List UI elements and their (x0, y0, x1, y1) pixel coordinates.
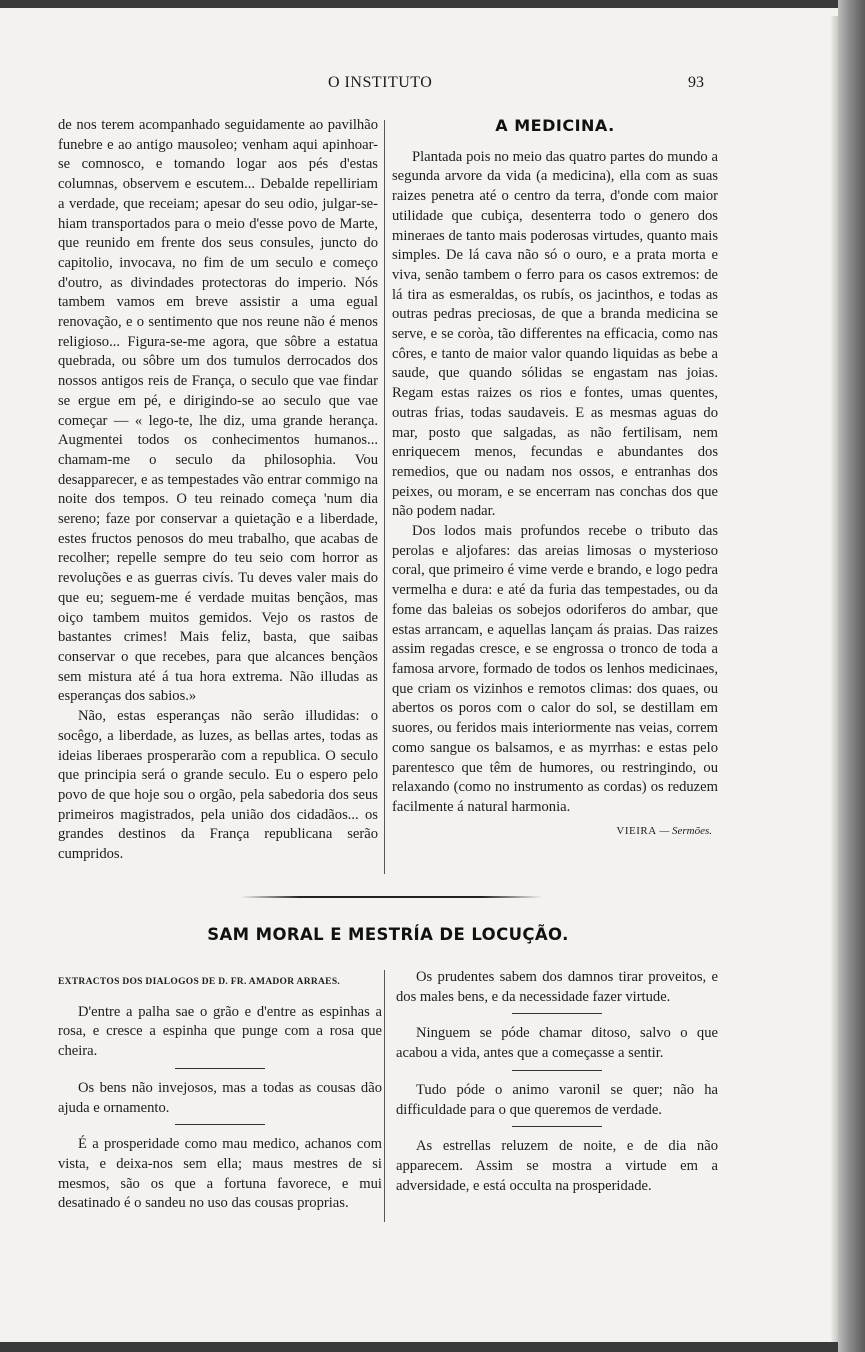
left-paragraph-1: de nos terem acompanhado seguidamente ao pavilhão funebre e ao antigo mausoleo; venham aqui apinhoar-se comnosco, e tomando logar aos pés d'estas columnas, observem e escutem... Debalde repelliriam a verdade, que receiam; apesar do seu odio, julgar-se-hiam transportados para o meio d'esse povo de Marte, que reunido em frente dos seus consules, juncto do capitolio, invocava, no fim de um seculo e começo d'outro, as divindades protectoras do imperio. Nós tambem vamos em breve assistir a uma egual renovação, e o sentimento que nos reune não é menos religioso... Figura-se-me agora, que sôbre a estatua quebrada, ou sôbre um dos tumulos derrocados dos nossos antigos reis de França, o seculo que vae findar se ergue em pé, e dirigindo-se ao seculo que vae começar — « lego-te, lhe diz, uma grande herança. Augmentei todos os conhecimentos humanos... chamam-me o seculo da philosophia. Vou desapparecer, e as tempestades vão entrar commigo na noite dos tempos. O teu reinado começa 'num dia sereno; faze por conservar a quietação e a liberdade, estes fructos penosos do meu trabalho, que acabas de recolher; repelle sempre do teu seio com horror as revoluções e as guerras civís. Tu deves valer mais do que eu; seguem-me é verdade muitas bençãos, mas oiço tambem muitos gemidos. Vejo os rastos de bastantes crimes! Mais feliz, basta, que saibas conservar o que recebes, para que alcances bençãos sem mistura até á tua hora extrema. Não illudas as esperanças dos sabios.» (58, 117, 378, 705)
maxim: Os prudentes sabem dos damnos tirar proveitos, e dos males bens, e da necessidade fazer virtude. (396, 969, 718, 1005)
page-gutter-shadow (830, 16, 838, 1342)
column-divider-top (384, 120, 385, 874)
book-edge (838, 0, 865, 1352)
book-page (0, 8, 838, 1342)
page-number: 93 (688, 74, 704, 91)
maxim-separator (512, 1126, 602, 1127)
column-divider-bottom (384, 970, 385, 1222)
attribution-author: VIEIRA (616, 824, 657, 837)
maxim: Ninguem se póde chamar ditoso, salvo o que acabou a vida, antes que a começasse a sentir. (396, 1025, 718, 1062)
maxim: As estrellas reluzem de noite, e de dia não apparecem. Assim se mostra a virtude em a adversidade, e está occulta na prosperidade. (396, 1138, 718, 1194)
left-column (58, 116, 378, 865)
section-divider-rule (240, 896, 542, 898)
attribution-work: — Sermões. (659, 824, 712, 837)
right-paragraph-1: Plantada pois no meio das quatro partes do mundo a segunda arvore da vida (a medicina), ella com as suas raizes penetra até o centro da terra, d'onde com maior utilidade que cubiça, desenterra todo o genero dos mineraes de tanto mais poderosas virtudes, quanto mais simples. De lá cava não só o ouro, e a prata morta e viva, senão tambem o ferro para os casos extremos: de lá tira as esmeraldas, os rubís, os jacinthos, e todas as outras pedras preciosas, de que a branda medicina se serve, e se coròa, tão differentes na efficacia, como nas côres, e tanto de maior valor quando liquidas as bebe a saude, que quando sólidas se engastam nas joias. Regam estas raizes os rios e fontes, umas quentes, outras frias, todas saudaveis. E as mesmas aguas do mar, posto que salgadas, as não fertilisam, nem enriquecem menos, fecundas e abundantes dos remedios, que ou nadam nos ossos, e entranhas dos peixes, ou moram, e se encerram nas conchas dos que não podem nadar. (392, 148, 718, 520)
maxims-left-column (58, 973, 382, 1220)
maxim: Tudo póde o animo varonil se quer; não ha difficuldade para o que queremos de verdade. (396, 1081, 718, 1118)
running-header-title: O INSTITUTO (328, 74, 433, 91)
maxim-separator (512, 1013, 602, 1014)
sam-moral-heading: SAM MORAL E MESTRÍA DE LOCUÇÃO. (207, 925, 569, 944)
maxim-separator (175, 1124, 265, 1125)
maxims-right-column (396, 968, 718, 1202)
maxim-separator (512, 1070, 602, 1071)
right-paragraph-2: Dos lodos mais profundos recebe o tributo das perolas e aljofares: das areias limosas o mysterioso coral, que primeiro é vime verde e brando, e logo pedra vermelha e dura: e até da furia das tempestades, ou da fome das baleias os sobejos odoriferos do ambar, que estas arrancam, e aquellas lançam ás praias. Das raizes assim regadas cresce, e se engrossa o tronco de toda a famosa arvore, formado de todos os lenhos medicinaes, que criam os vizinhos e remotos climas: dos quaes, ou abertos os poros com o calor do sol, se destillam em suores, ou feridos mais interiormente nas veias, correm como sangue os balsamos, e as myrrhas: e estas pelo parentesco que têm de humores, ou restringindo, ou relaxando (como no instrumento as cordas) os reduzem facilmente á natural harmonia. (392, 523, 718, 815)
maxim: É a prosperidade como mau medico, achanos com vista, e deixa-nos sem ella; maus mestres de si mesmos, são os que a fortuna favorece, e mui desatinado é o sandeu no uso das cousas proprias. (58, 1136, 382, 1212)
extractos-subtitle: EXTRACTOS DOS DIALOGOS DE D. FR. AMADOR ARRAES. (58, 977, 341, 987)
maxim-separator (175, 1068, 265, 1069)
maxim: Os bens não invejosos, mas a todas as cousas dão ajuda e ornamento. (58, 1079, 382, 1116)
left-paragraph-2: Não, estas esperanças não serão illudidas: o socêgo, a liberdade, as luzes, as bellas artes, todas as ideias liberaes prosperarão com a republica. O seculo que principia será o grande seculo. Eu o espero pelo povo de que hoje sou o orgão, pela sabedoria dos seus primeiros magistrados, pela união dos cidadãos... os grandes destinos da França republicana serão cumpridos. (58, 708, 378, 863)
maxim: D'entre a palha sae o grão e d'entre as espinhas a rosa, e cresce a espinha que punge com a rosa que cheira. (58, 1003, 382, 1060)
attribution (392, 822, 718, 842)
medicina-heading: A MEDICINA. (495, 116, 615, 135)
right-column (392, 116, 718, 841)
